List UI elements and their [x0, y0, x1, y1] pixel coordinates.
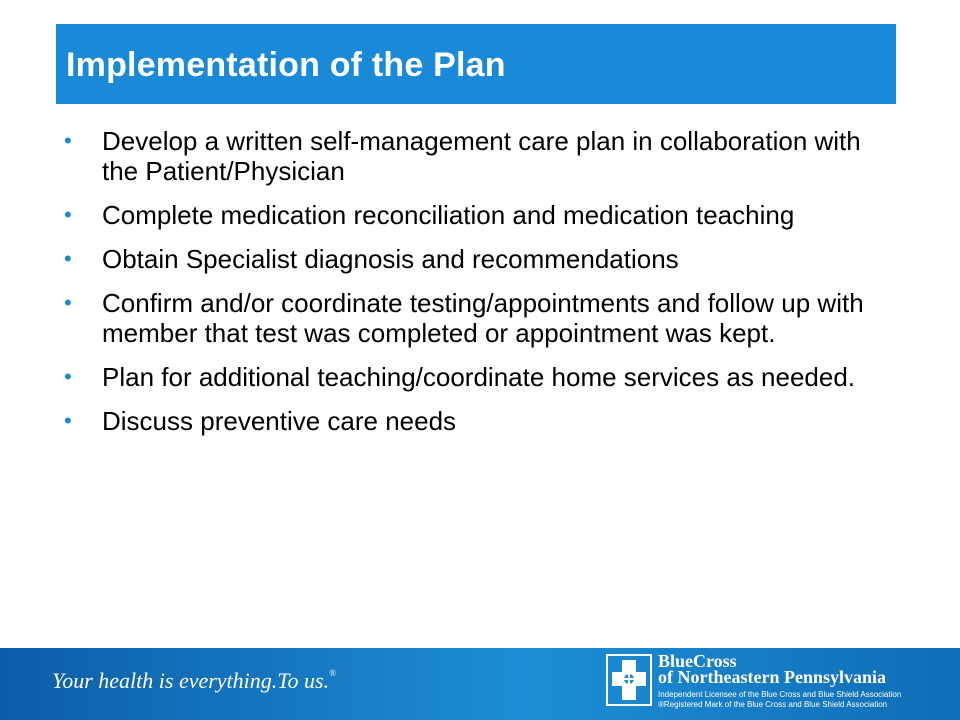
- bullet-text: Discuss preventive care needs: [102, 406, 457, 436]
- bullet-dot-icon: •: [64, 128, 72, 153]
- bullet-dot-icon: •: [64, 408, 72, 433]
- bullet-item: [64, 126, 884, 186]
- bullet-text: Obtain Specialist diagnosis and recommendations: [102, 244, 679, 274]
- bullet-item: [64, 406, 884, 436]
- licensee-note: Independent Licensee of the Blue Cross and Blue Shield Association: [658, 690, 902, 699]
- slogan: [52, 668, 336, 694]
- blue-cross-icon: [606, 654, 652, 706]
- bullet-item: [64, 244, 884, 274]
- brand-name: BlueCross: [658, 651, 737, 671]
- bullet-text: Develop a written self-management care plan in collaboration with the Patient/Physician: [102, 126, 861, 186]
- bullet-dot-icon: •: [64, 202, 72, 227]
- slogan-text: Your health is everything.To us.: [52, 668, 330, 693]
- trademark-note: ®Registered Mark of the Blue Cross and Blue Shield Association: [658, 700, 888, 709]
- bullet-item: [64, 200, 884, 230]
- brand-region: of Northeastern Pennsylvania: [658, 667, 886, 687]
- title-bar: [56, 24, 896, 104]
- bullet-text: Confirm and/or coordinate testing/appointments and follow up with member that test was completed or appointment was kept.: [102, 288, 864, 348]
- bullet-list: [64, 126, 884, 450]
- bullet-item: [64, 288, 884, 348]
- bullet-dot-icon: •: [64, 246, 72, 271]
- footer-banner: [0, 648, 960, 720]
- slide-title: Implementation of the Plan: [66, 45, 506, 84]
- bullet-dot-icon: •: [64, 364, 72, 389]
- slogan-registered-mark: ®: [329, 668, 336, 678]
- bullet-item: [64, 362, 884, 392]
- bullet-text: Plan for additional teaching/coordinate home services as needed.: [102, 362, 856, 392]
- bullet-text: Complete medication reconciliation and medication teaching: [102, 200, 795, 230]
- bullet-dot-icon: •: [64, 290, 72, 315]
